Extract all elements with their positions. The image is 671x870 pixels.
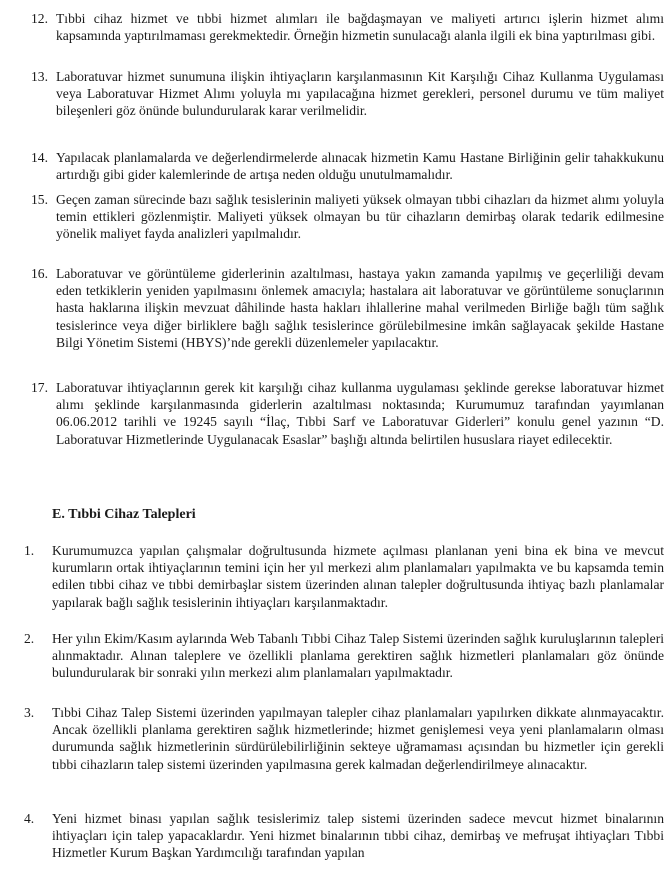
item-number: 4.: [24, 811, 35, 826]
list-item-text: Laboratuvar ve görüntüleme giderlerinin azaltılması, hastaya yakın zamanda yapılmış ve geçerliliği devam eden tetkiklerin yeniden yapılmasını önlemek amacıyla; hastalara ait laboratuvar ve görüntüleme sonuçlarının hasta haklarına ilişkin mevzuat dâhilinde hasta hakları ihlallerine mahal verilmeden Birliğe bağlı tüm sağlık tesislerince veya diğer birliklere bağlı sağlık tesislerince görülebilmesine imkân sağlayacak şekilde Hastane Bilgi Yönetim Sistemi (HBYS)’nde gerekli düzenlemeler yapılacaktır.: [56, 266, 664, 350]
list-item-text: Tıbbi Cihaz Talep Sistemi üzerinden yapılmayan talepler cihaz planlamaları yapılırken dikkate alınmayacaktır. Ancak özellikli planlama gerektiren sağlık hizmetlerinde; hizmet genişlemesi veya yeni planlamaların olması durumunda sağlık hizmetlerinin sürdürülebilirliğinin sekteye uğramaması açısından bu hizmetler için gerekli tıbbi cihazların talep sistemi üzerinden yapılmasına gerek kalmadan değerlendirilmeye alınacaktır.: [52, 705, 664, 772]
item-number: 15.: [31, 192, 48, 207]
item-number: 16.: [31, 266, 48, 281]
list-item-text: Yapılacak planlamalarda ve değerlendirmelerde alınacak hizmetin Kamu Hastane Birliğinin gelir tahakkukunu artırdığı gibi gider kalemlerinde de artışa neden olduğu unutulmamalıdır.: [56, 150, 664, 183]
item-number: 2.: [24, 631, 35, 646]
section-heading: E. Tıbbi Cihaz Talepleri: [52, 507, 196, 522]
list-item-text: Yeni hizmet binası yapılan sağlık tesislerimiz talep sistemi üzerinden sadece mevcut hizmet binalarının ihtiyaçları için talep yapacaklardır. Yeni hizmet binalarının tıbbi cihaz, demirbaş ve mefruşat ihtiyaçları Tıbbi Hizmetler Kurum Başkan Yardımcılığı tarafından yapılan: [52, 811, 664, 861]
item-number: 1.: [24, 543, 35, 558]
item-number: 14.: [31, 150, 48, 165]
list-item-text: Laboratuvar ihtiyaçlarının gerek kit karşılığı cihaz kullanma uygulaması şeklinde gerekse laboratuvar hizmet alımı şeklinde karşılanmasında giderlerin azaltılması noktasında; Kurumumuz tarafından yayımlanan 06.06.2012 tarihli ve 19245 sayılı “İlaç, Tıbbi Sarf ve Laboratuvar Giderleri” konulu genel yazının “D. Laboratuvar Hizmetlerinde Uygulanacak Esaslar” başlığı altında belirtilen hususlara riayet edilecektir.: [56, 380, 664, 447]
item-number: 13.: [31, 69, 48, 84]
item-number: 3.: [24, 705, 35, 720]
item-number: 12.: [31, 11, 48, 26]
list-item-text: Laboratuvar hizmet sunumuna ilişkin ihtiyaçların karşılanmasının Kit Karşılığı Cihaz Kullanma Uygulaması veya Laboratuvar Hizmet Alımı yoluyla mı yapılacağına hizmet gerekleri, personel durumu ve tüm maliyet bileşenleri göz önünde bulundurularak karar verilmelidir.: [56, 69, 664, 119]
list-item-text: Tıbbi cihaz hizmet ve tıbbi hizmet alımları ile bağdaşmayan ve maliyeti artırıcı işlerin hizmet alımı kapsamında yaptırılmaması gerekmektedir. Örneğin hizmetin sunulacağı alanla ilgili ek bina yaptırılması gibi.: [56, 11, 664, 44]
list-item-text: Kurumumuzca yapılan çalışmalar doğrultusunda hizmete açılması planlanan yeni bina ek bina ve mevcut kurumların ortak ihtiyaçlarının temini için her yıl merkezi alım planlamaları yapılmakta ve bu kapsamda temin edilen tıbbi cihaz ve tıbbi demirbaşlar sistem üzerinden alınan talepler doğrultusunda ihtiyaç bazlı planlamalar yapılarak bağlı sağlık tesislerinin ihtiyaçları karşılanmaktadır.: [52, 543, 664, 610]
item-number: 17.: [31, 380, 48, 395]
list-item-text: Geçen zaman sürecinde bazı sağlık tesislerinin maliyeti yüksek olmayan tıbbi cihazları da hizmet alımı yoluyla temin ettikleri gözlenmiştir. Maliyeti yüksek olmayan bu tür cihazların demirbaş olarak tedarik edilmesine yönelik maliyet fayda analizleri yapılmalıdır.: [56, 192, 664, 242]
list-item-text: Her yılın Ekim/Kasım aylarında Web Tabanlı Tıbbi Cihaz Talep Sistemi üzerinden sağlık kuruluşlarının talepleri alınmaktadır. Alınan taleplere ve özellikli planlama gerektiren sağlık hizmetleri planlamaları göz önünde bulundurularak bir sonraki yılın merkezi alım planlamaları yapılmaktadır.: [52, 631, 664, 681]
